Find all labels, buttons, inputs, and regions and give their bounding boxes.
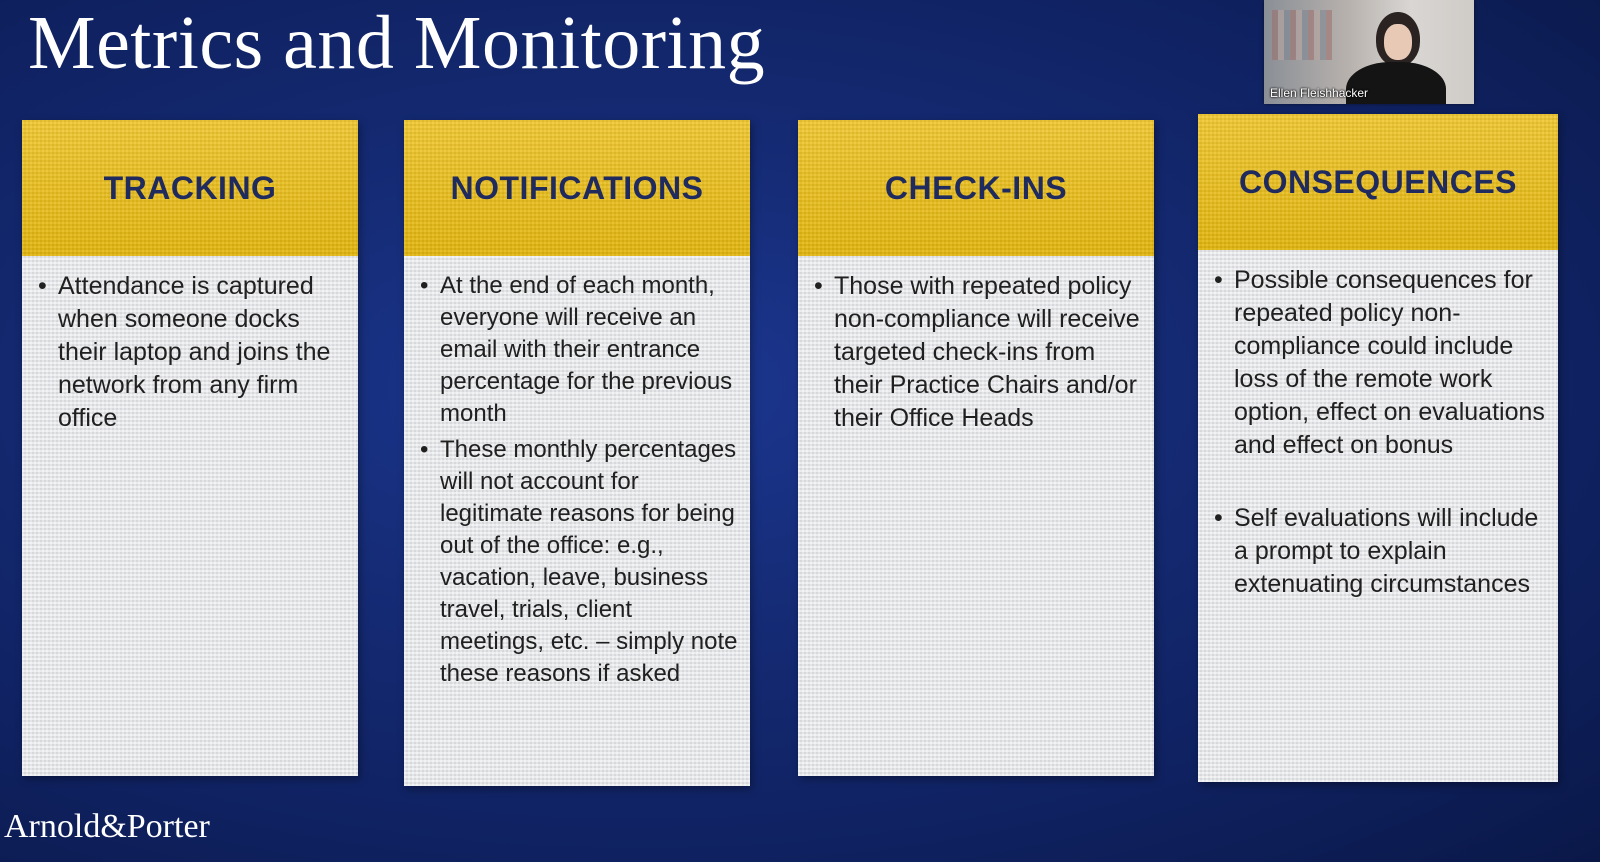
card-body [22,256,358,776]
card-check-ins [798,120,1154,776]
bullet-item [418,270,740,430]
card-title: CHECK-INS [884,169,1068,206]
bullet-item [812,270,1144,435]
bullet-list [36,270,348,435]
bullet-item [1212,502,1548,601]
bullet-text: Those with repeated policy non-compliance will receive targeted check-ins from their Practice Chairs and/or their Office Heads [834,272,1140,432]
card-body [1198,250,1558,782]
bullet-icon: • [1214,266,1223,294]
card-body [404,256,750,786]
card-notifications [404,120,750,786]
firm-logo: Arnold&Porter [4,808,210,845]
bullet-text: Attendance is captured when someone docks their laptop and joins the network from any firm office [58,272,331,432]
bullet-icon: • [420,436,429,463]
bullet-icon: • [814,272,823,300]
bullet-list [1212,264,1548,601]
card-title: CONSEQUENCES [1238,163,1518,200]
bullet-text: Self evaluations will include a prompt to explain extenuating circumstances [1234,504,1539,598]
card-header [1198,114,1558,250]
bullet-icon: • [38,272,47,300]
bullet-text: Possible consequences for repeated policy non-compliance could include loss of the remote work option, effect on evaluations and effect on bonus [1234,266,1545,459]
bullet-icon: • [1214,504,1223,532]
card-header [22,120,358,256]
bullet-item [36,270,348,435]
card-tracking [22,120,358,776]
slide-title: Metrics and Monitoring [28,1,766,85]
bullet-text: These monthly percentages will not account for legitimate reasons for being out of the office: e.g., vacation, leave, business travel, trials, client meetings, etc. – simply note these reasons if asked [440,436,738,687]
card-title: TRACKING [103,169,277,206]
video-background [1272,10,1332,60]
card-consequences [1198,114,1558,782]
bullet-item [1212,264,1548,462]
bullet-list [812,270,1144,435]
participant-video-tile[interactable] [1264,0,1474,104]
card-header [798,120,1154,256]
card-body [798,256,1154,776]
bullet-text: At the end of each month, everyone will receive an email with their entrance percentage for the previous month [440,272,733,427]
card-title: NOTIFICATIONS [450,169,704,206]
bullet-item [418,434,740,690]
bullet-list [418,270,740,690]
participant-face [1384,24,1412,60]
participant-name: Ellen Fleishhacker [1270,86,1369,100]
card-header [404,120,750,256]
bullet-icon: • [420,272,429,299]
